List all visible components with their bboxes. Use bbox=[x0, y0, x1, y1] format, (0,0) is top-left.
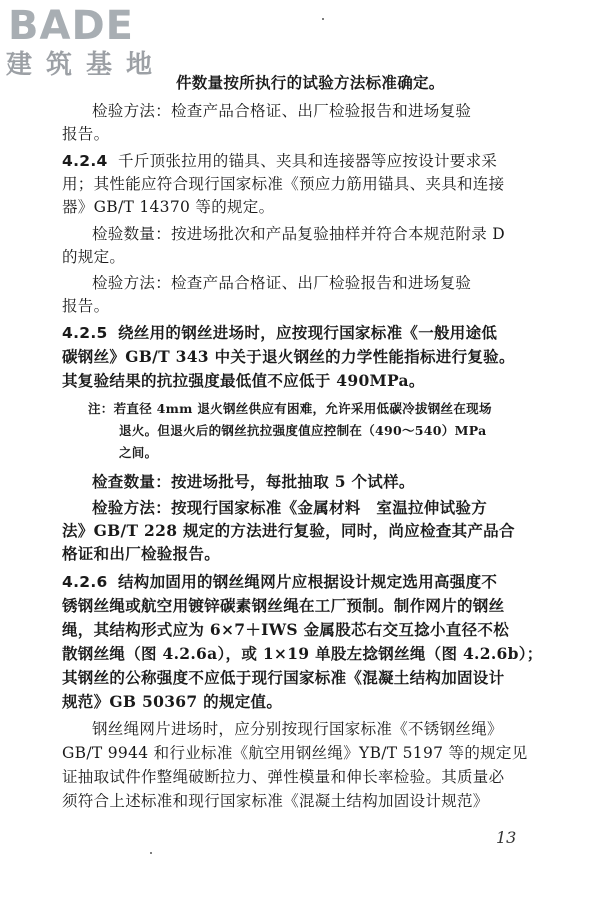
note-line: 注：若直径 4mm 退火钢丝供应有困难，允许采用低碳冷拔钢丝在现场 bbox=[88, 401, 492, 416]
text-line: 绳，其结构形式应为 6×7＋IWS 金属股芯右交互捻小直径不松 bbox=[62, 620, 510, 639]
note-line: 退火。但退火后的钢丝抗拉强度值应控制在（490～540）MPa bbox=[119, 423, 487, 438]
text-line: 检验方法：检查产品合格证、出厂检验报告和进场复验 bbox=[92, 274, 472, 292]
clause-number: 4.2.6 bbox=[62, 573, 108, 591]
text-line: 锈钢丝绳或航空用镀锌碳素钢丝绳在工厂预制。制作网片的钢丝 bbox=[62, 596, 505, 615]
text-line: 报告。 bbox=[62, 297, 110, 315]
watermark-subtitle: 建筑基地 bbox=[6, 50, 167, 80]
text-line: 其钢丝的公称强度不应低于现行国家标准《混凝土结构加固设计 bbox=[62, 668, 505, 687]
text-line: 的规定。 bbox=[62, 248, 126, 266]
text-line: 其复验结果的抗拉强度最低值不应低于 490MPa。 bbox=[62, 371, 425, 390]
text-line: 格证和出厂检验报告。 bbox=[62, 544, 221, 563]
text-line: 法》GB/T 228 规定的方法进行复验，同时，尚应检查其产品合 bbox=[62, 521, 515, 540]
note-line: 之间。 bbox=[119, 445, 158, 460]
text-line: 器》GB/T 14370 等的规定。 bbox=[62, 198, 275, 216]
clause-number: 4.2.5 bbox=[62, 324, 108, 342]
text-line: 散钢丝绳（图 4.2.6a），或 1×19 单股左捻钢丝绳（图 4.2.6b）； bbox=[62, 644, 543, 663]
clause-number: 4.2.4 bbox=[62, 152, 108, 170]
text-line: 绕丝用的钢丝进场时，应按现行国家标准《一般用途低 bbox=[118, 323, 498, 342]
scan-speck bbox=[322, 18, 324, 20]
text-line: 检验数量：按进场批次和产品复验抽样并符合本规范附录 D bbox=[92, 225, 505, 243]
text-line: 结构加固用的钢丝绳网片应根据设计规定选用高强度不 bbox=[118, 572, 498, 591]
text-line: 规范》GB 50367 的规定值。 bbox=[62, 692, 283, 711]
text-line: 件数量按所执行的试验方法标准确定。 bbox=[176, 73, 445, 92]
text-line: 检验方法：检查产品合格证、出厂检验报告和进场复验 bbox=[92, 102, 472, 120]
text-line: 碳钢丝》GB/T 343 中关于退火钢丝的力学性能指标进行复验。 bbox=[62, 347, 515, 366]
text-line: 须符合上述标准和现行国家标准《混凝土结构加固设计规范》 bbox=[62, 792, 489, 810]
text-line: 证抽取试件作整绳破断拉力、弹性模量和伸长率检验。其质量必 bbox=[62, 768, 505, 786]
text-line: 钢丝绳网片进场时，应分别按现行国家标准《不锈钢丝绳》 bbox=[92, 720, 503, 738]
text-line: GB/T 9944 和行业标准《航空用钢丝绳》YB/T 5197 等的规定见 bbox=[62, 744, 528, 762]
page-number: 13 bbox=[496, 828, 517, 847]
scan-speck bbox=[150, 852, 152, 854]
text-line: 检查数量：按进场批号，每批抽取 5 个试样。 bbox=[92, 472, 415, 491]
text-line: 报告。 bbox=[62, 125, 110, 143]
text-line: 检验方法：按现行国家标准《金属材料 室温拉伸试验方 bbox=[92, 498, 488, 517]
text-line: 千斤顶张拉用的锚具、夹具和连接器等应按设计要求采 bbox=[118, 152, 498, 170]
text-line: 用；其性能应符合现行国家标准《预应力筋用锚具、夹具和连接 bbox=[62, 175, 505, 193]
watermark-logo: BADE bbox=[8, 3, 134, 49]
